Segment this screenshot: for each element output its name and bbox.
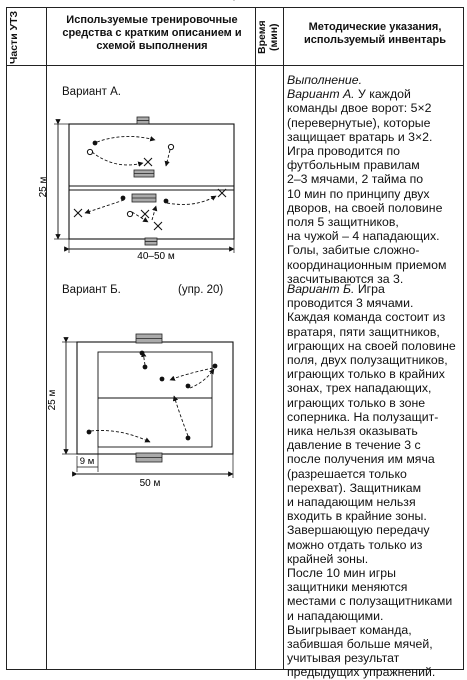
field-b-width-label: 50 м xyxy=(139,478,161,489)
field-b-zone-label: 9 м xyxy=(79,456,95,467)
field-b-pass-arrows xyxy=(91,352,214,442)
variant-a-note-line: команды двое ворот: 5×2 xyxy=(287,101,432,116)
variant-b-note-line: Выигрывает команда, xyxy=(287,622,412,637)
variant-b-note-line: можно отдать только из xyxy=(287,537,423,552)
variant-b-note-line: поля, двух полузащитников, xyxy=(287,353,448,368)
header-time: Время (мин) xyxy=(256,20,280,54)
header-parts: Части УТЗ xyxy=(8,10,20,64)
method-notes-variant-a xyxy=(287,73,463,286)
variant-b-note-line: давление в течение 3 с xyxy=(287,438,421,453)
execution-title: Выполнение. xyxy=(287,73,362,87)
variant-a-label: Вариант А. xyxy=(62,86,121,98)
field-b-height-label: 25 м xyxy=(47,389,58,411)
variant-b-note-line: предыдущих упражнений. xyxy=(287,665,436,680)
variant-a-note-line: Голы, забитые сложно- xyxy=(287,243,420,258)
variant-b-note-line: вратаря, пяти защитников, xyxy=(287,324,440,339)
variant-a-note-line: поля 5 защитников, xyxy=(287,215,399,230)
variant-a-note-line: на чужой – 4 нападающих. xyxy=(287,229,440,244)
header-method-notes: Методические указания, используемый инвентарь xyxy=(304,21,446,46)
variant-b-note-line: проводится 3 мячами. xyxy=(287,296,414,311)
variant-b-note-line: Каждая команда состоит из xyxy=(287,310,446,325)
variant-a-note-line: (перевернутые), которые xyxy=(287,115,431,130)
page-marker: ‘ xyxy=(233,0,235,7)
variant-a-note-line: Игра проводится по xyxy=(287,144,400,159)
variant-b-note-line: зонах, трех нападающих, xyxy=(287,381,432,396)
field-b-inner-zone xyxy=(98,352,212,447)
variant-b-note-line: играющих на своей половине xyxy=(287,338,456,353)
variant-b-note-line: играющих только в зоне xyxy=(287,395,426,410)
variant-b-note-line: местами с полузащитниками xyxy=(287,594,453,609)
header-training-means: Используемые тренировочные средства с кратким описанием и схемой выполнения xyxy=(62,14,242,52)
variant-b-note-line: Завершающую передачу xyxy=(287,523,430,538)
variant-a-note-line-1: Вариант А. У каждой xyxy=(287,87,411,102)
variant-b-note-line: играющих только в крайних xyxy=(287,367,445,382)
variant-a-note-line: 2–3 мячами, 2 тайма по xyxy=(287,172,424,187)
variant-b-note-line: учитывая результат xyxy=(287,651,400,666)
variant-a-note-line: защищает вратарь и 3×2. xyxy=(287,129,433,144)
variant-b-note-line: забившая больше мячей, xyxy=(287,637,433,652)
variant-b-note-line: крайней зоны. xyxy=(287,551,369,566)
variant-b-label: Вариант Б. xyxy=(62,284,121,296)
field-a-width-label: 40–50 м xyxy=(137,251,175,262)
variant-b-note-line: соперника. На полузащит- xyxy=(287,409,439,424)
variant-b-note-line: После 10 мин игры xyxy=(287,566,396,581)
variant-a-note-line: 10 мин по принципу двух xyxy=(287,186,430,201)
variant-b-note-line: и нападающими. xyxy=(287,608,384,623)
field-a-height-label: 25 м xyxy=(38,176,49,198)
variant-b-note-line: после получения им мяча xyxy=(287,452,435,467)
variant-b-note-line: и нападающим нельзя xyxy=(287,495,416,510)
variant-a-note-line: засчитываются за 3. xyxy=(287,271,404,286)
variant-b-note-line-1: Вариант Б. Игра xyxy=(287,282,385,296)
variant-b-note-line: (разрешается только xyxy=(287,466,407,481)
variant-a-note-line: координационным приемом xyxy=(287,257,447,272)
method-notes-variant-b xyxy=(287,282,463,680)
variant-b-note-line: входить в крайние зоны. xyxy=(287,509,427,524)
variant-a-note-line: футбольным правилам xyxy=(287,158,420,173)
variant-b-reference: (упр. 20) xyxy=(178,284,224,296)
variant-b-note-line: ника нельзя оказывать xyxy=(287,424,418,439)
variant-b-note-line: защитники меняются xyxy=(287,580,408,595)
variant-b-note-line: перехват). Защитникам xyxy=(287,480,422,495)
field-b-balls xyxy=(87,351,218,441)
variant-a-note-line: дворов, на своей половине xyxy=(287,200,443,215)
